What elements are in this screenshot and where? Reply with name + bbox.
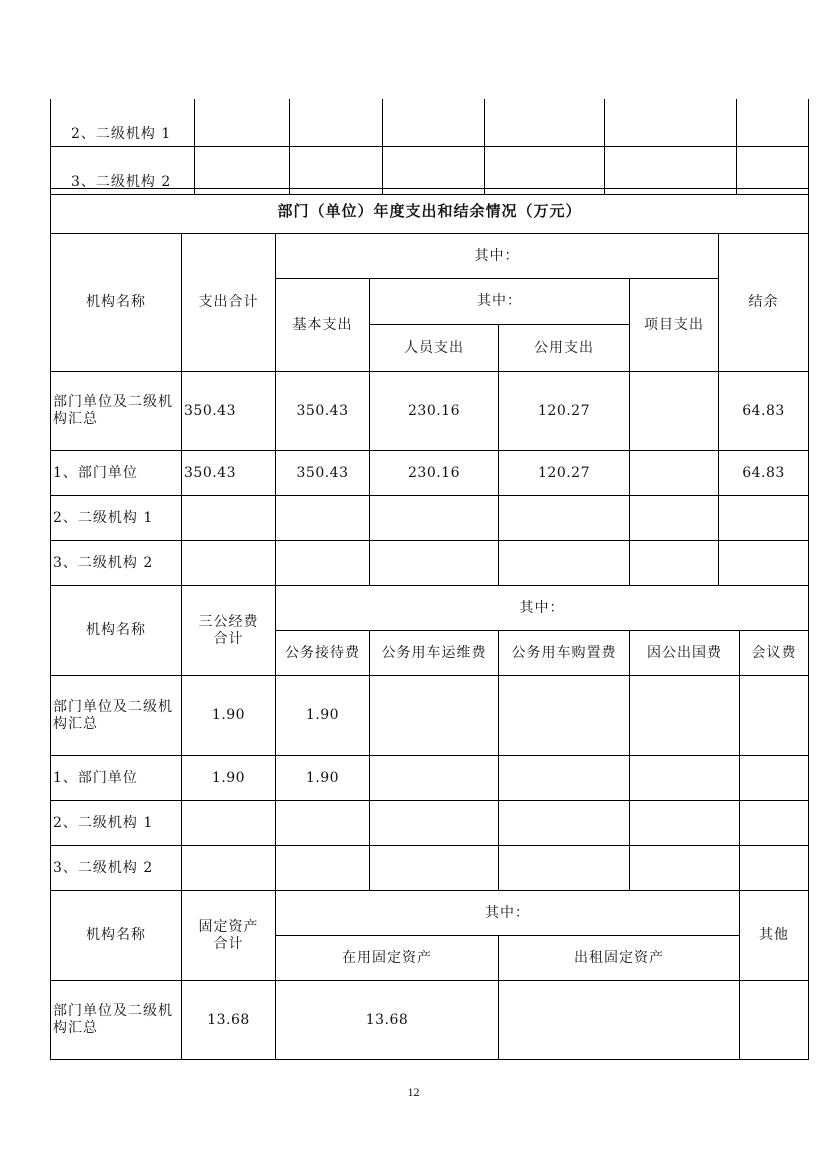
header-in-use-assets: 在用固定资产 <box>276 936 499 981</box>
header-of-which-sub: 其中： <box>370 279 630 325</box>
cell-public: 120.27 <box>499 372 630 451</box>
cell-total: 350.43 <box>182 451 276 496</box>
cell-basic: 350.43 <box>276 451 370 496</box>
cell-project <box>630 372 719 451</box>
row-label: 2、二级机构 1 <box>51 99 195 147</box>
cell-in-use: 13.68 <box>276 981 499 1060</box>
cell-total: 1.90 <box>182 756 276 801</box>
table-row <box>51 99 809 147</box>
row-name: 部门单位及二级机构汇总 <box>51 372 182 451</box>
header-org-name: 机构名称 <box>51 891 182 981</box>
table-row <box>51 586 809 631</box>
header-other: 其他 <box>740 891 809 981</box>
cell-personnel: 230.16 <box>370 372 499 451</box>
table-row <box>51 234 809 279</box>
table-row <box>51 676 809 756</box>
expenditure-and-assets-table <box>50 188 809 1060</box>
row-name: 3、二级机构 2 <box>51 541 182 586</box>
row-name: 部门单位及二级机构汇总 <box>51 676 182 756</box>
cell-total: 350.43 <box>182 372 276 451</box>
header-basic-expenditure: 基本支出 <box>276 279 370 372</box>
header-personnel-expenditure: 人员支出 <box>370 325 499 372</box>
header-org-name: 机构名称 <box>51 234 182 372</box>
header-expenditure-total: 支出合计 <box>182 234 276 372</box>
header-public-expenditure: 公用支出 <box>499 325 630 372</box>
table-row <box>51 451 809 496</box>
table-row <box>51 541 809 586</box>
header-meeting: 会议费 <box>740 631 809 676</box>
header-of-which: 其中： <box>276 586 809 631</box>
cell-total: 13.68 <box>182 981 276 1060</box>
header-overseas-travel: 因公出国费 <box>630 631 740 676</box>
header-fixed-assets-total: 固定资产 合计 <box>182 891 276 981</box>
cell-balance: 64.83 <box>719 372 809 451</box>
header-leased-assets: 出租固定资产 <box>499 936 740 981</box>
cell-public: 120.27 <box>499 451 630 496</box>
header-of-which: 其中： <box>276 891 740 936</box>
continued-table-fragment <box>50 99 809 195</box>
cell-project <box>630 451 719 496</box>
header-org-name: 机构名称 <box>51 586 182 676</box>
table-row <box>51 801 809 846</box>
table-row <box>51 189 809 234</box>
header-of-which: 其中： <box>276 234 719 279</box>
row-name: 2、二级机构 1 <box>51 801 182 846</box>
table-row <box>51 756 809 801</box>
row-name: 3、二级机构 2 <box>51 846 182 891</box>
header-reception: 公务接待费 <box>276 631 370 676</box>
cell-reception: 1.90 <box>276 676 370 756</box>
cell-leased <box>499 981 740 1060</box>
header-three-public-total: 三公经费 合计 <box>182 586 276 676</box>
cell-basic: 350.43 <box>276 372 370 451</box>
table-row <box>51 891 809 936</box>
header-balance: 结余 <box>719 234 809 372</box>
cell-reception: 1.90 <box>276 756 370 801</box>
table-row <box>51 372 809 451</box>
section-title: 部门（单位）年度支出和结余情况（万元） <box>51 189 809 234</box>
cell-balance: 64.83 <box>719 451 809 496</box>
row-name: 部门单位及二级机构汇总 <box>51 981 182 1060</box>
table-row <box>51 981 809 1060</box>
row-label: 3、二级机构 2 <box>51 147 195 195</box>
page-number: 12 <box>407 1085 420 1099</box>
cell-personnel: 230.16 <box>370 451 499 496</box>
row-name: 2、二级机构 1 <box>51 496 182 541</box>
cell-other <box>740 981 809 1060</box>
row-name: 1、部门单位 <box>51 451 182 496</box>
row-name: 1、部门单位 <box>51 756 182 801</box>
table-row <box>51 496 809 541</box>
table-row <box>51 846 809 891</box>
cell-total: 1.90 <box>182 676 276 756</box>
header-project-expenditure: 项目支出 <box>630 279 719 372</box>
header-vehicle-operation: 公务用车运维费 <box>370 631 499 676</box>
header-vehicle-purchase: 公务用车购置费 <box>499 631 630 676</box>
